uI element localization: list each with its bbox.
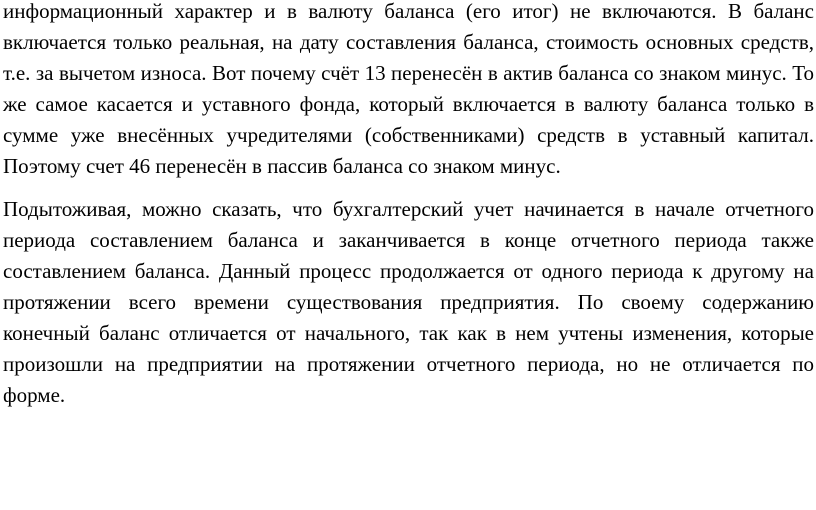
paragraph-summary: Подытоживая, можно сказать, что бухгалтерский учет начинается в начале отчетного периода составлением баланса и заканчивается в конце отчетного периода также составлением баланса. Данный процесс продолжается от одного периода к другому на протяжении всего времени существования предприятия. По своему содержанию конечный баланс отличается от начального, так как в нем учтены изменения, которые произошли на предприятии на протяжении отчетного периода, но не отличается по форме. xyxy=(3,197,814,407)
paragraph-balance-currency: информационный характер и в валюту баланса (его итог) не включаются. В баланс включается только реальная, на дату составления баланса, стоимость основных средств, т.е. за вычетом износа. Вот почему счёт 13 перенесён в актив баланса со знаком минус. То же самое касается и уставного фонда, который включается в валюту баланса только в сумме уже внесённых учредителями (собственниками) средств в уставный капитал. Поэтому счет 46 перенесён в пассив баланса со знаком минус. xyxy=(3,0,814,178)
